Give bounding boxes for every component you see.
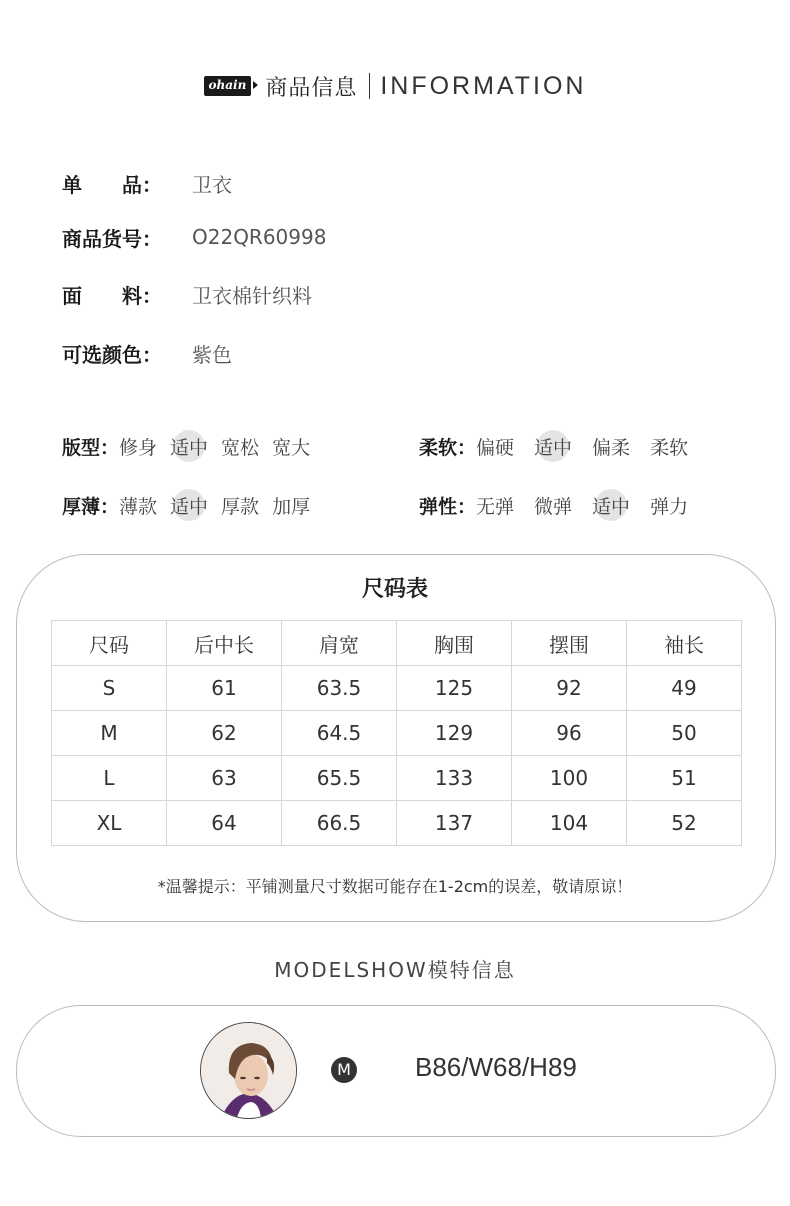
attr-option: 微弹 [534,495,573,518]
table-header-cell: 后中长 [167,621,282,666]
info-row-sku [62,222,326,252]
attr-option-selected: 适中 [592,492,630,519]
table-cell: 62 [167,711,282,756]
table-row [52,801,742,846]
model-size-badge: M [331,1057,357,1083]
attr-option: 无弹 [476,495,515,518]
attr-option-selected: 适中 [170,492,208,519]
table-header-row [52,621,742,666]
info-row-item [62,168,232,198]
attr-label: 厚薄： [62,495,120,518]
attr-option: 弹力 [650,495,689,518]
table-cell: 65.5 [282,756,397,801]
attr-option-selected: 适中 [170,433,208,460]
attr-label: 版型： [62,436,120,459]
table-header-cell: 袖长 [627,621,742,666]
table-header-cell: 摆围 [512,621,627,666]
attr-softness [419,431,688,461]
header-title-en: INFORMATION [380,71,587,100]
table-row [52,666,742,711]
table-cell: 104 [512,801,627,846]
table-cell: L [52,756,167,801]
table-cell: 63.5 [282,666,397,711]
header-title-cn: 商品信息 [265,75,358,101]
table-row [52,756,742,801]
table-cell: 61 [167,666,282,711]
model-card [16,1005,776,1137]
model-avatar [200,1022,297,1119]
model-portrait-image [201,1023,296,1118]
attr-option: 厚款 [221,495,260,518]
info-value: O22QR60998 [192,225,327,249]
brand-logo: ohain [204,76,252,96]
info-value: 卫衣棉针织料 [192,283,312,308]
info-label: 单 品： [62,172,162,197]
table-row [52,711,742,756]
table-header-cell: 尺码 [52,621,167,666]
table-cell: 64 [167,801,282,846]
model-measurements: B86/W68/H89 [415,1052,577,1082]
table-header-cell: 胸围 [397,621,512,666]
attr-option: 柔软 [650,436,689,459]
table-cell: 137 [397,801,512,846]
table-cell: 125 [397,666,512,711]
table-cell: 66.5 [282,801,397,846]
info-value: 紫色 [192,342,232,367]
attr-label: 弹性： [419,495,477,518]
table-cell: S [52,666,167,711]
measurement-note: *温馨提示：平铺测量尺寸数据可能存在1-2cm的误差，敬请原谅！ [157,877,633,896]
attr-label: 柔软： [419,436,477,459]
attr-option-selected: 适中 [534,433,572,460]
attr-option: 偏柔 [592,436,631,459]
table-cell: 51 [627,756,742,801]
size-chart-table [51,620,742,846]
size-chart-title: 尺码表 [361,577,428,602]
table-cell: 49 [627,666,742,711]
table-cell: 92 [512,666,627,711]
table-cell: M [52,711,167,756]
attr-option: 加厚 [272,495,311,518]
table-cell: 133 [397,756,512,801]
attr-thickness [62,490,310,520]
table-cell: 50 [627,711,742,756]
table-header-cell: 肩宽 [282,621,397,666]
attr-option: 宽松 [221,436,260,459]
info-label: 面 料： [62,283,162,308]
attr-option: 宽大 [272,436,311,459]
attr-fit [62,431,310,461]
info-label: 商品货号： [62,226,162,251]
attr-option: 偏硬 [476,436,515,459]
section-header [0,68,790,104]
attr-elasticity [419,490,688,520]
table-cell: 100 [512,756,627,801]
info-row-fabric [62,279,312,309]
header-divider [369,73,370,99]
attr-option: 薄款 [119,495,158,518]
table-cell: 129 [397,711,512,756]
table-cell: 52 [627,801,742,846]
table-cell: 63 [167,756,282,801]
info-value: 卫衣 [192,172,232,197]
table-cell: XL [52,801,167,846]
attr-option: 修身 [119,436,158,459]
model-section-title: MODELSHOW模特信息 [274,958,516,982]
info-label: 可选颜色： [62,342,162,367]
table-cell: 64.5 [282,711,397,756]
table-cell: 96 [512,711,627,756]
info-row-color [62,338,232,368]
